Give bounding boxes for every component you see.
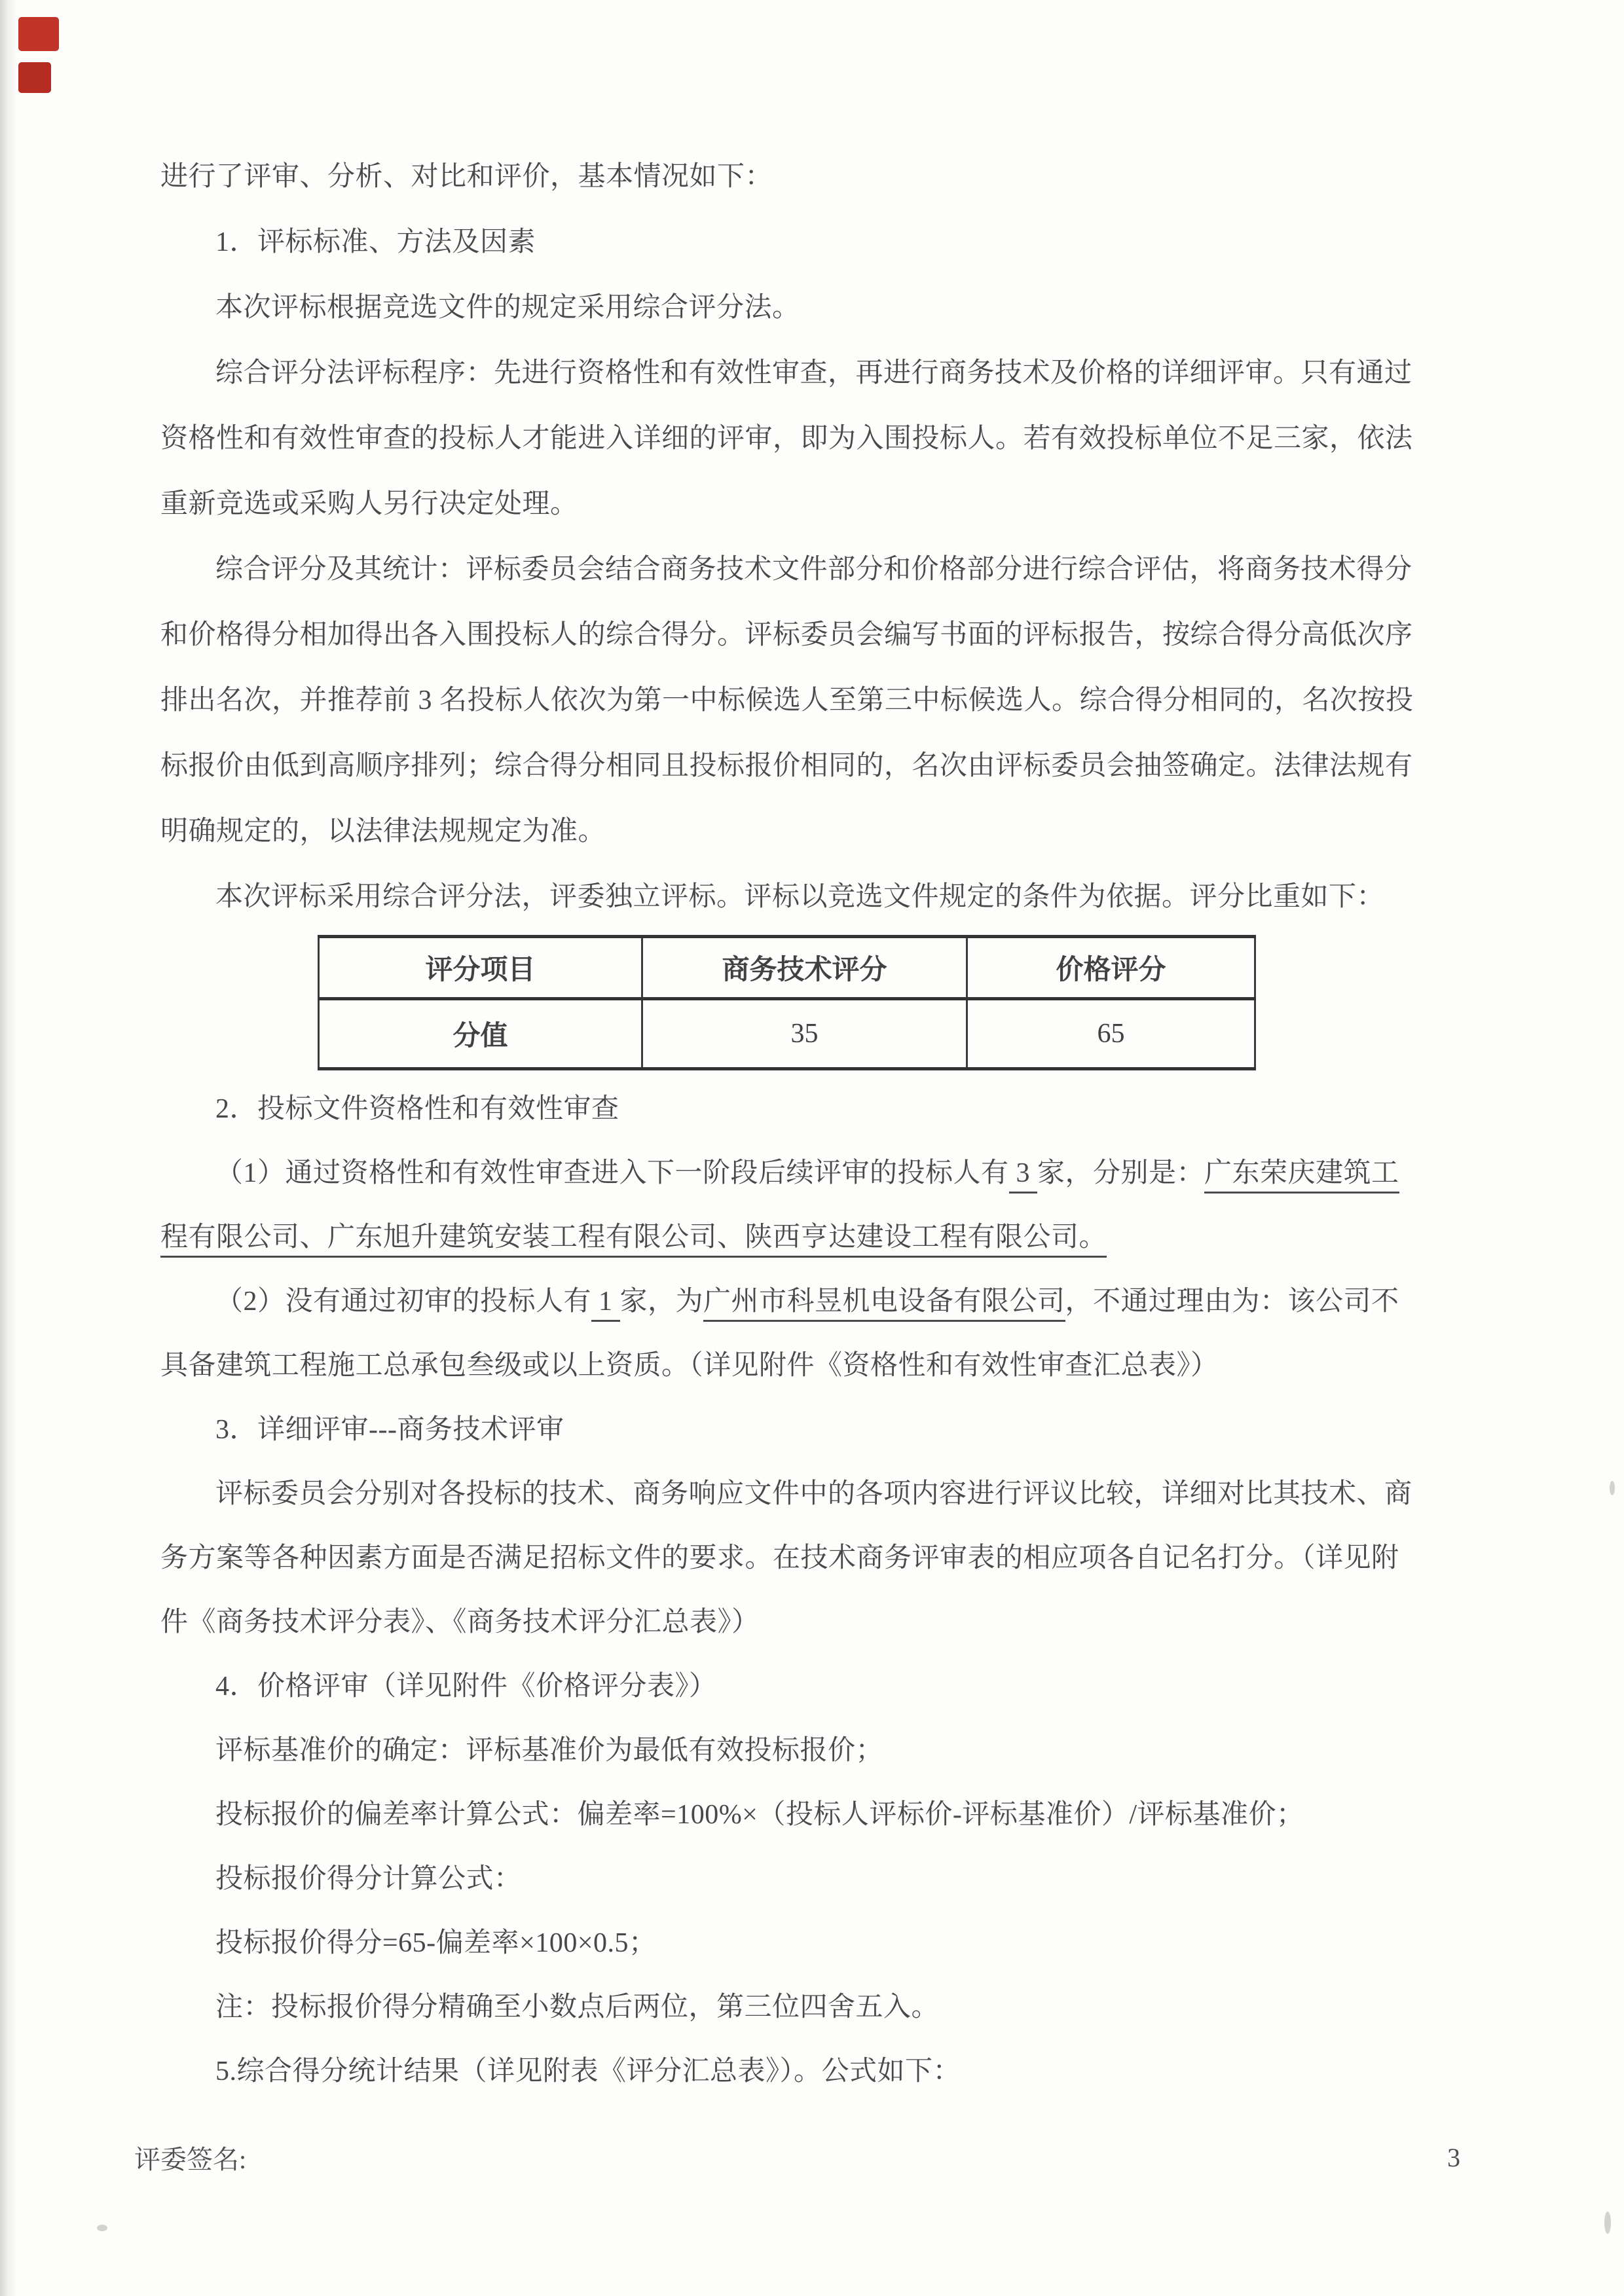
text-line: 投标报价的偏差率计算公式：偏差率=100%×（投标人评标价-评标基准价）/评标基准价；	[215, 1800, 1304, 1830]
text-line: 评标基准价的确定：评标基准价为最低有效投标报价；	[215, 1736, 884, 1766]
heading-line-5: 5.综合得分统计结果（详见附表《评分汇总表》）。公式如下：	[215, 2056, 961, 2086]
col-header-item: 评分项目	[319, 937, 642, 999]
text-line: 标报价由低到高顺序排列；综合得分相同且投标报价相同的，名次由评标委员会抽签确定。法律法规有	[160, 751, 1413, 781]
text-segment: 家，为	[619, 1286, 704, 1317]
price-score-value: 65	[967, 999, 1255, 1069]
text-line: 注：投标报价得分精确至小数点后两位，第三位四舍五入。	[215, 1992, 940, 2022]
text-line	[160, 1205, 1473, 1269]
underlined-count: 3	[1009, 1158, 1038, 1194]
text-segment: （2）没有通过初审的投标人有	[215, 1286, 592, 1317]
red-stamp-mark-top	[18, 17, 59, 51]
page-footer	[134, 2124, 1460, 2190]
section-evaluation-method	[160, 144, 1473, 930]
section-review-results	[160, 1077, 1473, 2104]
text-line: 综合评分法评标程序：先进行资格性和有效性审查，再进行商务技术及价格的详细评审。只有通过	[215, 358, 1412, 388]
text-line	[160, 1141, 1473, 1205]
underlined-company-name: 广州市科昱机电设备有限公司	[703, 1286, 1065, 1322]
text-line: 评标委员会分别对各投标的技术、商务响应文件中的各项内容进行评议比较，详细对比其技术、商	[215, 1479, 1412, 1509]
text-line: 本次评标采用综合评分法，评委独立评标。评标以竞选文件规定的条件为依据。评分比重如下：	[215, 882, 1385, 912]
text-segment: ，不通过理由为：该公司不	[1065, 1286, 1399, 1317]
red-stamp-mark-bottom	[18, 62, 51, 93]
text-line: 本次评标根据竞选文件的规定采用综合评分法。	[215, 293, 800, 323]
scan-speck	[1610, 1481, 1615, 1495]
text-line: 明确规定的，以法律法规规定为准。	[160, 816, 606, 847]
heading-line-1: 1．评标标准、方法及因素	[215, 227, 536, 257]
text-line: 重新竞选或采购人另行决定处理。	[160, 489, 578, 519]
underlined-count: 1	[591, 1286, 620, 1322]
heading-line-2: 2．投标文件资格性和有效性审查	[215, 1094, 619, 1124]
underlined-company-name: 广东荣庆建筑工	[1204, 1158, 1399, 1194]
table-header-row	[319, 937, 1255, 999]
text-line: 资格性和有效性审查的投标人才能进入详细的评审，即为入围投标人。若有效投标单位不足三家，依法	[160, 424, 1413, 454]
heading-line-3: 3．详细评审---商务技术评审	[215, 1415, 564, 1445]
text-line: 件《商务技术评分表》、《商务技术评分汇总表》）	[160, 1607, 760, 1637]
page-number: 3	[1447, 2142, 1460, 2172]
row-label-score-value: 分值	[319, 999, 642, 1069]
score-weight-table	[318, 935, 1256, 1070]
heading-line-4: 4．价格评审（详见附件《价格评分表》）	[215, 1671, 717, 1702]
text-line	[160, 1269, 1473, 1334]
text-segment: 家，分别是：	[1037, 1158, 1205, 1188]
scan-speck	[1604, 2212, 1611, 2234]
table-row	[319, 999, 1255, 1069]
text-line: 具备建筑工程施工总承包叁级或以上资质。（详见附件《资格性和有效性审查汇总表》）	[160, 1351, 1219, 1381]
text-line: 和价格得分相加得出各入围投标人的综合得分。评标委员会编写书面的评标报告，按综合得分高低次序	[160, 620, 1413, 650]
text-line: 进行了评审、分析、对比和评价，基本情况如下：	[160, 162, 773, 192]
col-header-tech-score: 商务技术评分	[642, 937, 967, 999]
scan-speck	[97, 2225, 107, 2231]
jury-signature-label: 评委签名:	[134, 2144, 247, 2174]
col-header-price-score: 价格评分	[967, 937, 1255, 999]
underlined-company-names: 程有限公司、广东旭升建筑安装工程有限公司、陕西亨达建设工程有限公司。	[160, 1222, 1107, 1258]
text-line: 投标报价得分=65-偏差率×100×0.5；	[215, 1928, 657, 1958]
text-segment: （1）通过资格性和有效性审查进入下一阶段后续评审的投标人有	[215, 1158, 1009, 1188]
scan-edge-shadow	[0, 0, 17, 2296]
text-line: 综合评分及其统计：评标委员会结合商务技术文件部分和价格部分进行综合评估，将商务技术得分	[215, 555, 1412, 585]
text-line: 务方案等各种因素方面是否满足招标文件的要求。在技术商务评审表的相应项各自记名打分。（详见附	[160, 1543, 1399, 1573]
tech-score-value: 35	[642, 999, 967, 1069]
text-line: 投标报价得分计算公式：	[215, 1864, 522, 1894]
text-line: 排出名次，并推荐前 3 名投标人依次为第一中标候选人至第三中标候选人。综合得分相同的，名次按投	[160, 685, 1414, 716]
report-body	[160, 144, 1473, 2104]
